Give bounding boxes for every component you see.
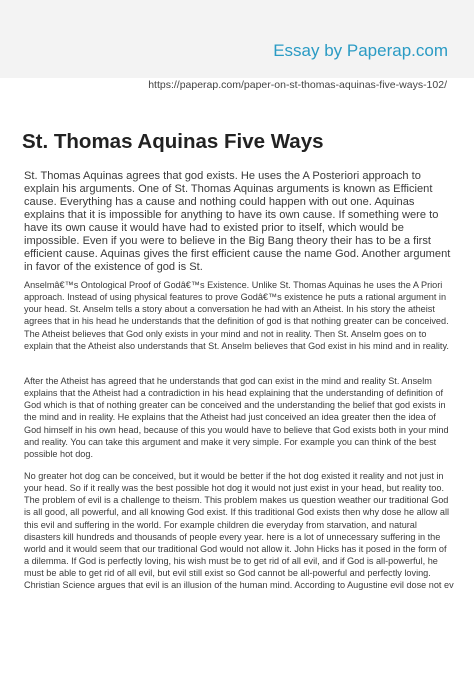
essay-paragraph-1 — [24, 170, 454, 274]
essay-paragraph-3 — [24, 375, 454, 460]
paragraph-text: No greater hot dog can be conceived, but it would be better if the hot dog existed it reality and not just in your head. So if it really was the best possible hot dog it would not just exist in your head, but reality too. The problem of evil is a challenge to theism. This problem makes us question weather our traditional God is all good, all powerful, and all knowing God exist. If this traditional God exists then why dose he allow all this evil and suffering in the world. For example children die everyday from starvation, and natural disasters kill hundreds and thousands of people every year. here is a lot of unnecessary suffering in the world and it would seem that our traditional God would not allow it. John Hicks has it posed in the form of a dilemma. If God is perfectly loving, his wish must be to get rid of all evil, and if God is all-powerful, he must be able to get rid of all evil, but evil still exist so God cannot be all-powerful and perfectly loving. Christian Science argues that evil is an illusion of the human mind. According to Augustine evil dose not ev — [24, 471, 454, 591]
source-url-link[interactable]: https://paperap.com/paper-on-st-thomas-aquinas-five-ways-102/ — [148, 79, 447, 91]
paragraph-text: Anselmâ€™s Ontological Proof of Godâ€™s Existence. Unlike St. Thomas Aquinas he uses the A Priori approach. Instead of using physical features to prove Godâ€™s existence he puts a rational argument in your head. St. Anselm tells a story about a conversation he had with an Atheist. In his story the atheist agrees that in his head he understands that the definition of god is that nothing greater can be conceived. The Atheist believes that God only exists in your mind and not in reality. Then St. Anselm goes on to explain that the Atheist also understands that St. Anselm believes that God exist in his mind and in reality. — [24, 280, 449, 351]
paragraph-text: St. Thomas Aquinas agrees that god exists. He uses the A Posteriori approach to explain his arguments. One of St. Thomas Aquinas arguments is known as Efficient cause. Everything has a cause and nothing could happen with out one. Aquinas explains that it is impossible for anything to have its own cause. If something were to have its own cause it would have had to existed prior to itself, which would be impossible. Even if you were to believe in the Big Bang theory their has to be a first efficient cause. Aquinas gives the first efficient cause the name God. Another argument in favor of the existence of god is St. — [24, 170, 451, 274]
site-header — [0, 0, 474, 78]
site-brand-link[interactable]: Essay by Paperap.com — [273, 41, 448, 60]
paragraph-text: After the Atheist has agreed that he understands that god can exist in the mind and reality St. Anselm explains that the Atheist had a contradiction in his head explaining that the understanding of definition of God which is that of nothing greater can be conceived and the understanding the belief that god exists in the mind and in reality. He explains that the Atheist had just conceived an idea greater then the idea of God himself in his own head, because of this you would have to believe that God exists both in your mind and reality. You can take this argument and make it very simple. For example you can think of the best possible hot dog. — [24, 376, 449, 459]
essay-title: St. Thomas Aquinas Five Ways — [22, 130, 324, 153]
essay-paragraph-4 — [24, 470, 454, 592]
essay-paragraph-2 — [24, 279, 454, 352]
